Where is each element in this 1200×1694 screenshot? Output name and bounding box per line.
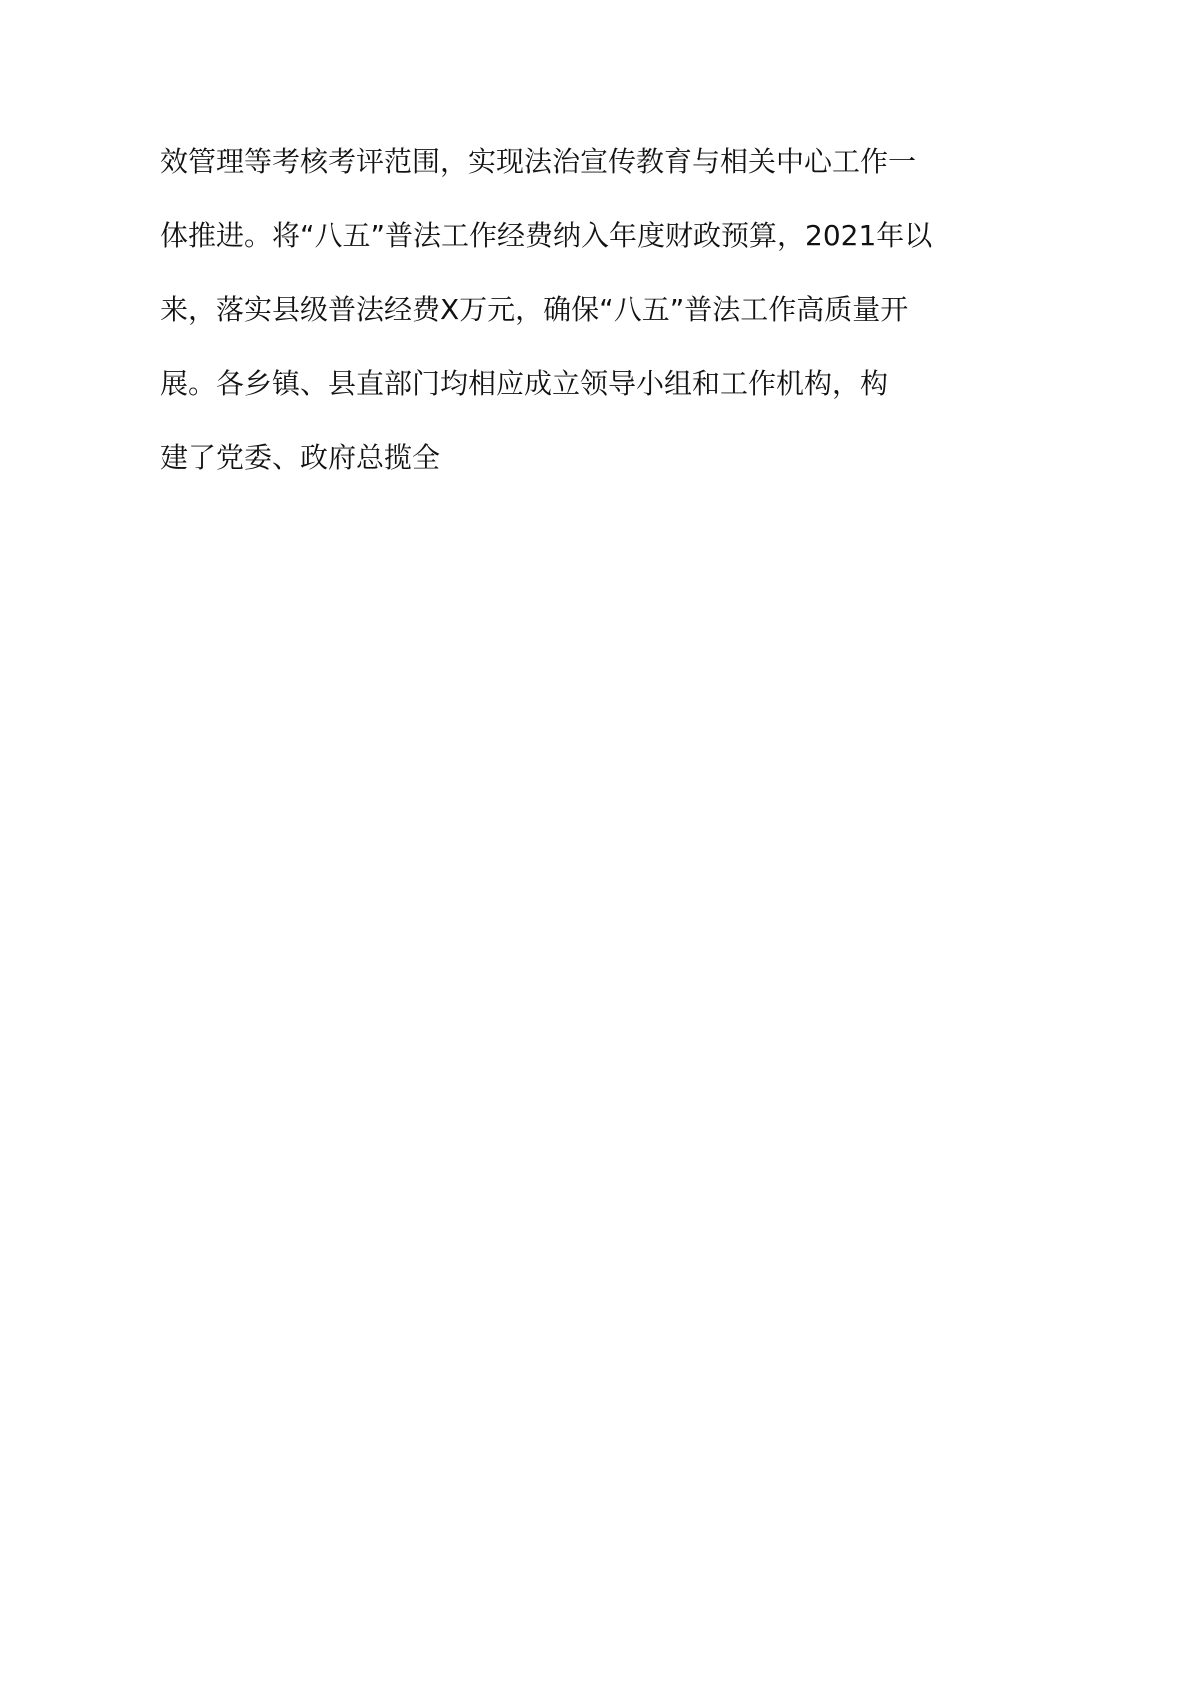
document-body: [160, 125, 1060, 495]
body-line: 展。各乡镇、县直部门均相应成立领导小组和工作机构，构: [160, 367, 889, 400]
body-line: 效管理等考核考评范围，实现法治宣传教育与相关中心工作一: [160, 145, 917, 178]
body-line: 来，落实县级普法经费X万元，确保“八五”普法工作高质量开: [160, 293, 909, 326]
body-line: 体推进。将“八五”普法工作经费纳入年度财政预算，2021年以: [160, 219, 933, 252]
body-line: 建了党委、政府总揽全: [160, 441, 441, 474]
